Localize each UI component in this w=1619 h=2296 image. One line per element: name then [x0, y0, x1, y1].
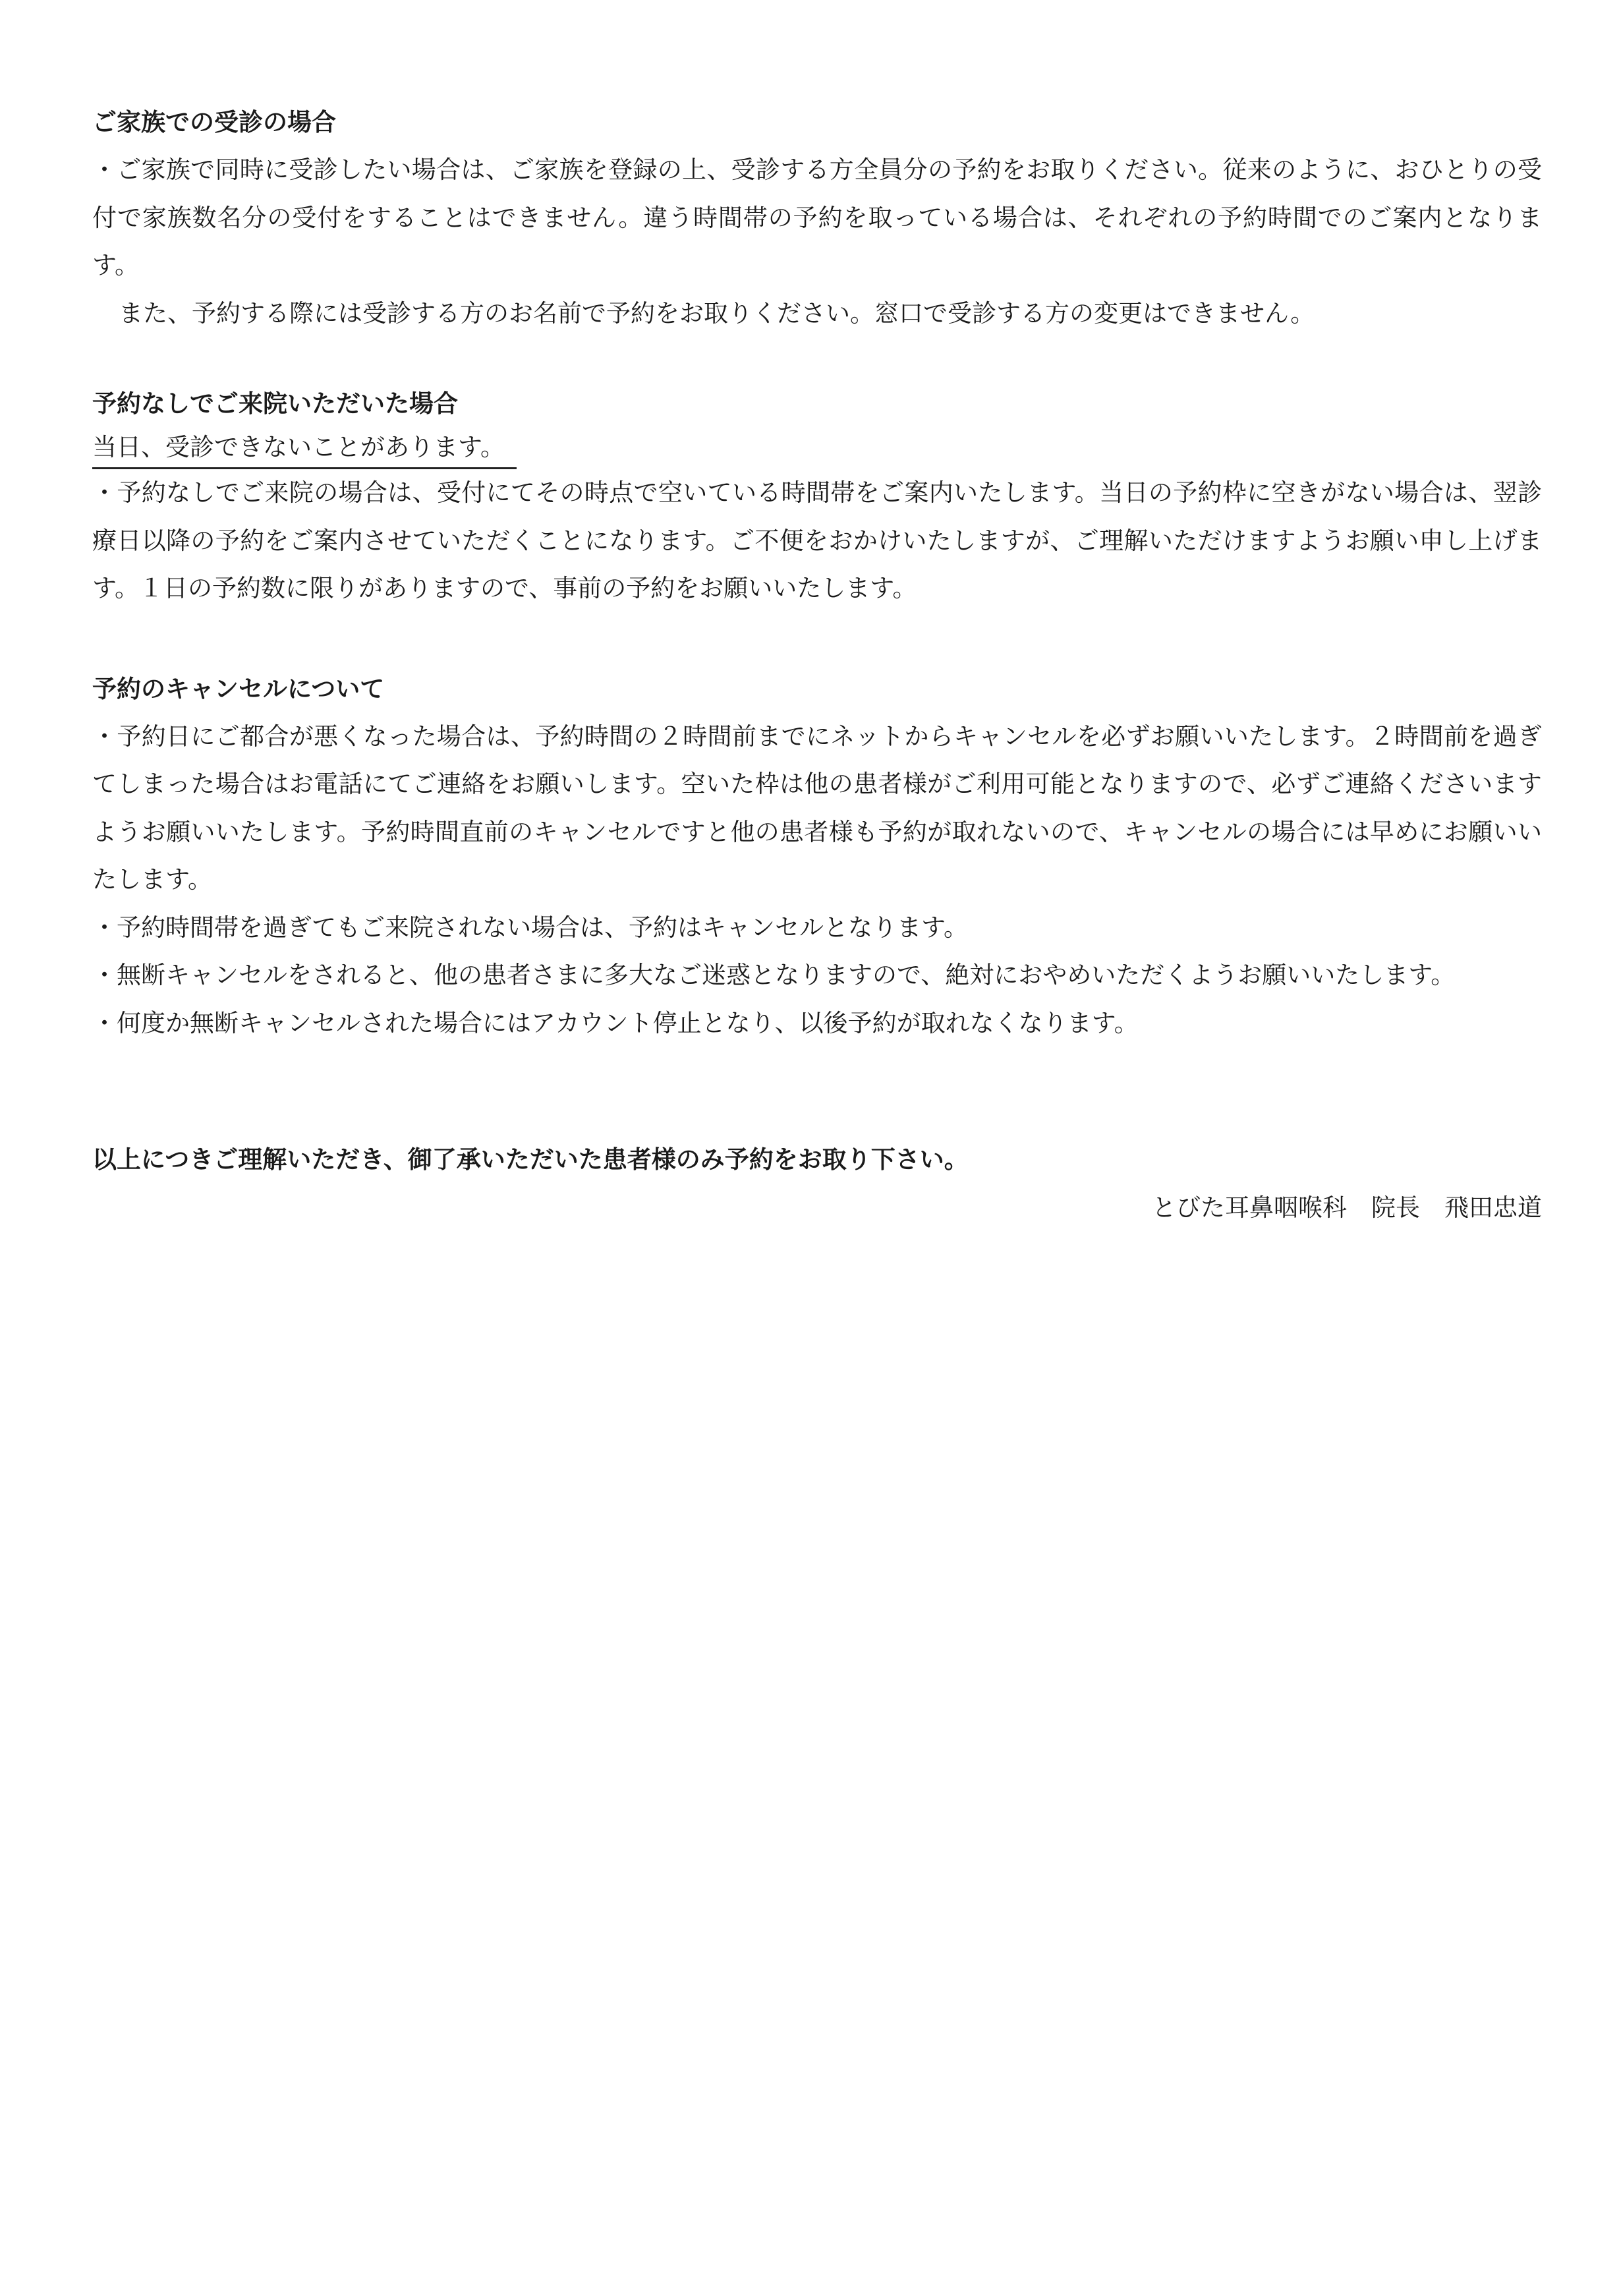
spacer: [92, 1047, 1542, 1136]
underlined-notice-wrapper: [92, 428, 1542, 469]
section-heading-family: ご家族での受診の場合: [92, 108, 336, 136]
signature-line: とびた耳鼻咽喉科 院長 飛田忠道: [1152, 1193, 1542, 1222]
no-reservation-paragraph-1: ・予約なしでご来院の場合は、受付にてその時点で空いている時間帯をご案内いたします。当日の予約枠に空きがない場合は、翌診療日以降の予約をご案内させていただくことになります。ご不便をおかけいたしますが、ご理解いただけますようお願い申し上げます。１日の予約数に限りがありますので、事前の予約をお願いいたします。: [92, 478, 1542, 602]
section-heading-no-reservation: 予約なしでご来院いただいた場合: [92, 389, 458, 418]
underlined-notice: 当日、受診できないことがあります。: [92, 428, 517, 469]
cancel-paragraph-4: ・何度か無断キャンセルされた場合にはアカウント停止となり、以後予約が取れなくなります。: [92, 1008, 1139, 1037]
family-paragraph-2: また、予約する際には受診する方のお名前で予約をお取りください。窓口で受診する方の変更はできません。: [119, 299, 1315, 328]
family-paragraph-1: ・ご家族で同時に受診したい場合は、ご家族を登録の上、受診する方全員分の予約をお取りください。従来のように、おひとりの受付で家族数名分の受付をすることはできません。違う時間帯の予約を取っている場合は、それぞれの予約時間でのご案内となります。: [92, 156, 1542, 279]
spacer: [92, 337, 1542, 380]
closing-statement: 以上につきご理解いただき、御了承いただいた患者様のみ予約をお取り下さい。: [92, 1145, 969, 1174]
document-page: [92, 99, 1542, 1231]
section-cancel: [92, 666, 1542, 1048]
cancel-paragraph-1: ・予約日にご都合が悪くなった場合は、予約時間の２時間前までにネットからキャンセルを必ずお願いいたします。２時間前を過ぎてしまった場合はお電話にてご連絡をお願いします。空いた枠は他の患者様がご利用可能となりますので、必ずご連絡くださいますようお願いいたします。予約時間直前のキャンセルですと他の患者様も予約が取れないので、キャンセルの場合には早めにお願いいたします。: [92, 722, 1542, 894]
section-heading-cancel: 予約のキャンセルについて: [92, 674, 385, 703]
spacer: [92, 613, 1542, 666]
section-no-reservation: [92, 380, 1542, 613]
cancel-paragraph-2: ・予約時間帯を過ぎてもご来院されない場合は、予約はキャンセルとなります。: [92, 913, 969, 942]
section-family: [92, 99, 1542, 337]
cancel-paragraph-3: ・無断キャンセルをされると、他の患者さまに多大なご迷惑となりますので、絶対におやめいただくようお願いいたします。: [92, 961, 1456, 989]
